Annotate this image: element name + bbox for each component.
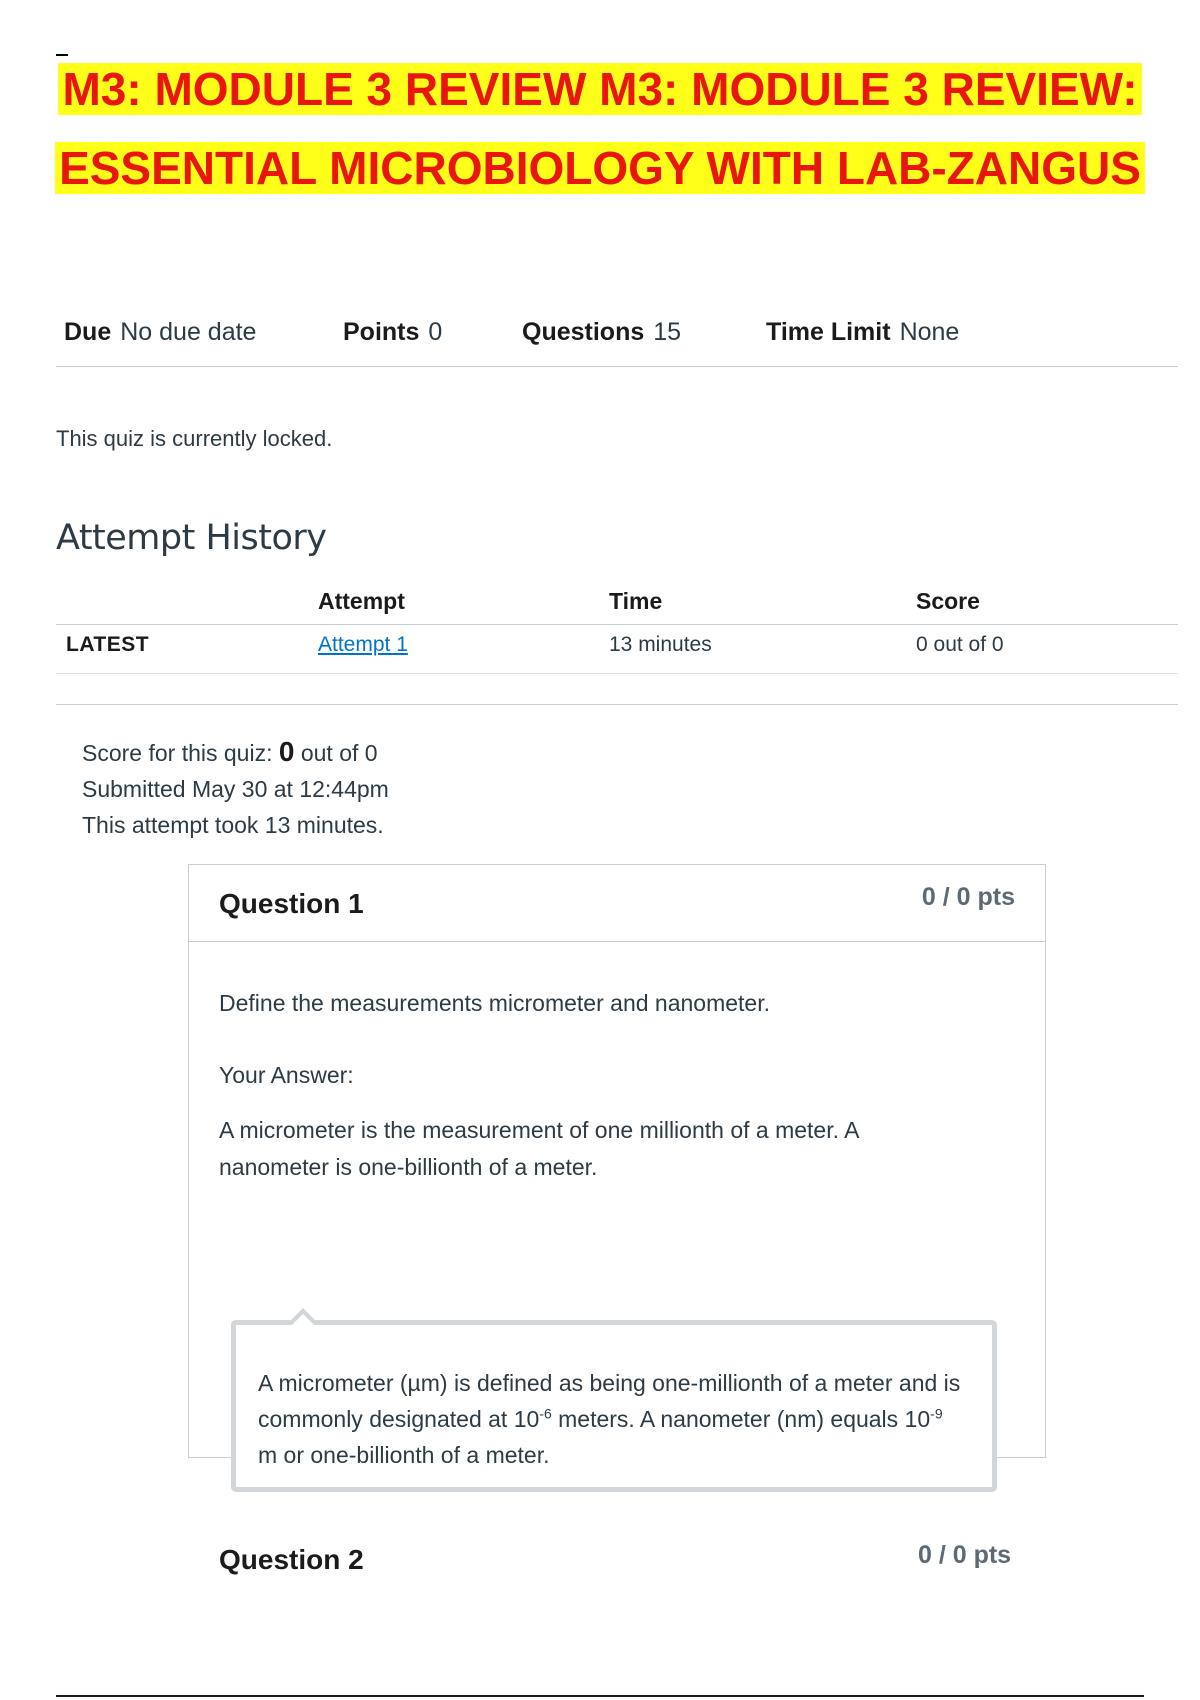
latest-tag: LATEST — [66, 633, 150, 656]
duration-line: This attempt took 13 minutes. — [82, 812, 384, 838]
your-answer-text: A micrometer is the measurement of one millionth of a meter. A nanometer is one-billionth of a meter. — [219, 1117, 859, 1180]
meta-questions — [522, 318, 681, 347]
quiz-meta-row — [56, 312, 1178, 367]
meta-questions-value: 15 — [653, 318, 682, 346]
meta-time-limit — [766, 318, 959, 347]
meta-time-limit-value: None — [899, 318, 960, 346]
question-2-points: 0 / 0 pts — [918, 1541, 1012, 1569]
lock-notice: This quiz is currently locked. — [56, 426, 333, 451]
comment-part-3: m or one-billionth of a meter. — [258, 1442, 550, 1468]
submitted-line: Submitted May 30 at 12:44pm — [82, 776, 389, 802]
score-line — [82, 734, 389, 771]
attempt-score: 0 out of 0 — [916, 633, 1004, 656]
meta-due-value: No due date — [120, 318, 257, 346]
comment-text — [258, 1365, 968, 1473]
bottom-divider — [56, 1695, 1144, 1697]
question-card — [188, 864, 1046, 1468]
meta-due-label: Due — [64, 318, 112, 346]
meta-questions-label: Questions — [522, 318, 645, 346]
score-suffix: out of 0 — [294, 740, 378, 766]
attempt-history-header — [56, 580, 1178, 625]
question-points: 0 / 0 pts — [921, 883, 1015, 911]
attempt-history-table — [56, 580, 1178, 674]
divider — [56, 704, 1178, 705]
column-header-score: Score — [916, 588, 980, 614]
comment-superscript-2: -9 — [930, 1405, 943, 1422]
meta-points — [343, 318, 442, 347]
question-title: Question 1 — [219, 888, 364, 919]
comment-pointer-inner — [290, 1314, 316, 1327]
comment-superscript-1: -6 — [539, 1405, 552, 1422]
comment-part-1: A micrometer (µm) is defined as being one-millionth of a meter and is commonly designated at 10 — [258, 1370, 961, 1432]
page-title: M3: MODULE 3 REVIEW M3: MODULE 3 REVIEW: ESSENTIAL MICROBIOLOGY WITH LAB-ZANGUS — [55, 63, 1145, 194]
meta-points-label: Points — [343, 318, 420, 346]
your-answer-label: Your Answer: — [219, 1062, 354, 1088]
attempt-history-heading: Attempt History — [56, 518, 327, 558]
meta-points-value: 0 — [428, 318, 443, 346]
question-2-title: Question 2 — [219, 1544, 364, 1575]
score-prefix: Score for this quiz: — [82, 740, 279, 766]
column-header-time: Time — [609, 588, 663, 614]
column-header-attempt: Attempt — [318, 588, 405, 614]
question-prompt: Define the measurements micrometer and nanometer. — [219, 990, 770, 1016]
table-row — [56, 625, 1178, 674]
attempt-time: 13 minutes — [609, 633, 712, 656]
score-value: 0 — [278, 736, 295, 767]
question-header — [189, 865, 1045, 942]
attempt-1-link[interactable]: Attempt 1 — [318, 633, 408, 656]
score-summary — [82, 734, 389, 843]
meta-time-limit-label: Time Limit — [766, 318, 891, 346]
answer-comment — [231, 1320, 997, 1492]
comment-part-2: meters. A nanometer (nm) equals 10 — [551, 1406, 931, 1432]
page-title-container — [40, 50, 1160, 208]
meta-due — [64, 318, 256, 347]
